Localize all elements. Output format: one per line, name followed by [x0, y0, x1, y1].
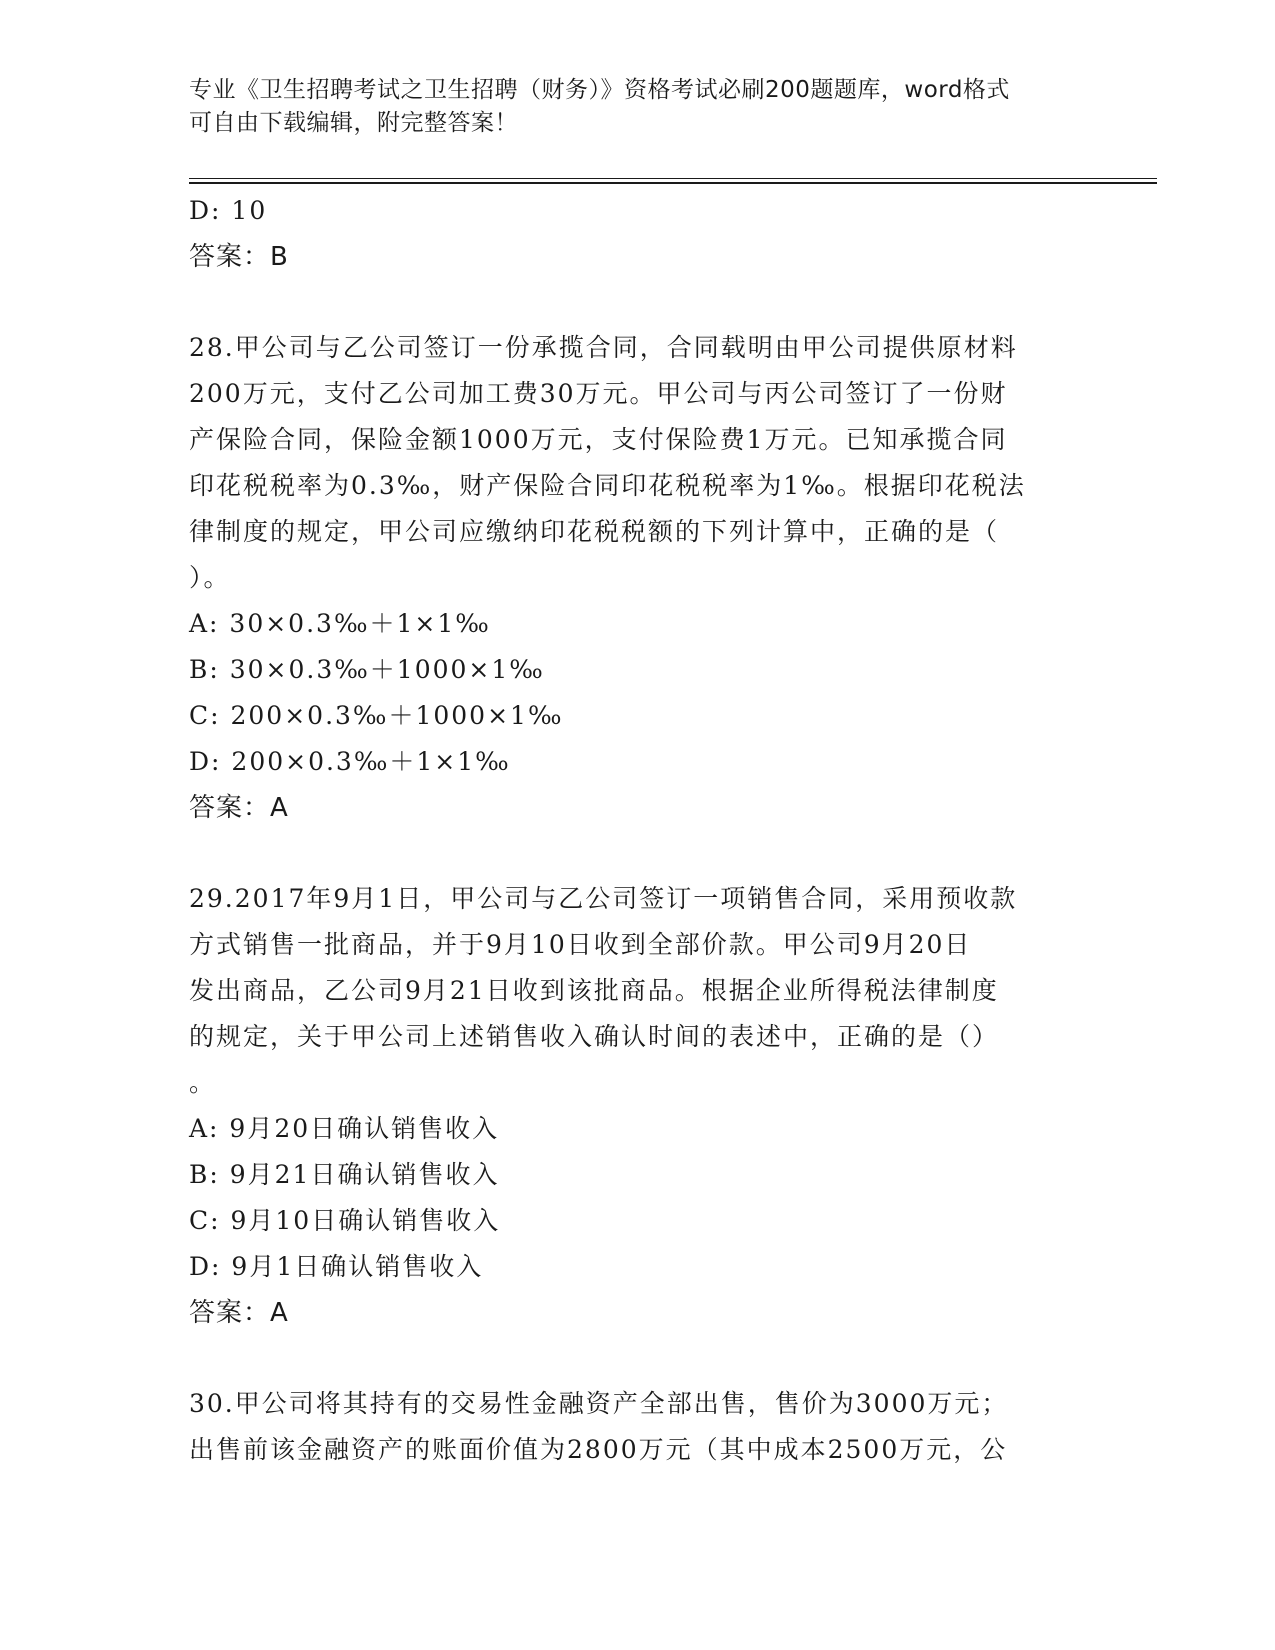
spacer — [189, 831, 1089, 876]
question-28-text-line: 印花税税率为0.3‰，财产保险合同印花税税率为1‰。根据印花税法 — [189, 471, 1026, 500]
question-28-option-a: A: 30×0.3‰＋1×1‰ — [189, 609, 491, 638]
question-29-option-d: D: 9月1日确认销售收入 — [189, 1252, 484, 1281]
question-28-option-c: C: 200×0.3‰＋1000×1‰ — [189, 701, 564, 730]
question-29-option-b: B: 9月21日确认销售收入 — [189, 1160, 500, 1189]
question-30 — [189, 1381, 1089, 1473]
question-29 — [189, 876, 1089, 1336]
question-28-text-line: ）。 — [189, 563, 231, 592]
question-29-text-line: 的规定，关于甲公司上述销售收入确认时间的表述中，正确的是（） — [189, 1022, 1000, 1051]
question-30-text-line: 30.甲公司将其持有的交易性金融资产全部出售，售价为3000万元； — [189, 1389, 1009, 1418]
question-29-text-line: 发出商品，乙公司9月21日收到该批商品。根据企业所得税法律制度 — [189, 976, 999, 1005]
question-28-text-line: 200万元，支付乙公司加工费30万元。甲公司与丙公司签订了一份财 — [189, 379, 1008, 408]
spacer — [189, 280, 1089, 325]
question-28 — [189, 325, 1089, 831]
question-28-text-line: 28.甲公司与乙公司签订一份承揽合同，合同载明由甲公司提供原材料 — [189, 333, 1018, 362]
question-28-option-b: B: 30×0.3‰＋1000×1‰ — [189, 655, 545, 684]
question-29-answer: 答案：A — [189, 1298, 289, 1328]
question-29-option-a: A: 9月20日确认销售收入 — [189, 1114, 500, 1143]
question-29-text-line: 。 — [189, 1068, 217, 1097]
page-header — [189, 74, 1089, 140]
question-28-option-d: D: 200×0.3‰＋1×1‰ — [189, 747, 511, 776]
question-29-text-line: 29.2017年9月1日，甲公司与乙公司签订一项销售合同，采用预收款 — [189, 884, 1018, 913]
question-28-text-line: 产保险合同，保险金额1000万元，支付保险费1万元。已知承揽合同 — [189, 425, 1008, 454]
question-28-answer: 答案：A — [189, 793, 289, 823]
question-30-text-line: 出售前该金融资产的账面价值为2800万元（其中成本2500万元，公 — [189, 1435, 1008, 1464]
prev-answer: 答案：B — [189, 242, 289, 272]
spacer — [189, 1336, 1089, 1381]
header-title-line-2: 可自由下载编辑，附完整答案！ — [189, 110, 518, 136]
document-body — [189, 188, 1089, 1473]
question-29-text-line: 方式销售一批商品，并于9月10日收到全部价款。甲公司9月20日 — [189, 930, 972, 959]
question-28-text-line: 律制度的规定，甲公司应缴纳印花税税额的下列计算中，正确的是（ — [189, 517, 1000, 546]
header-title-line-1: 专业《卫生招聘考试之卫生招聘（财务）》资格考试必刷200题题库，word格式 — [189, 77, 1010, 103]
header-divider-thin — [189, 178, 1157, 179]
prev-option-d: D: 10 — [189, 196, 268, 225]
header-divider-thick — [189, 182, 1157, 184]
question-29-option-c: C: 9月10日确认销售收入 — [189, 1206, 501, 1235]
